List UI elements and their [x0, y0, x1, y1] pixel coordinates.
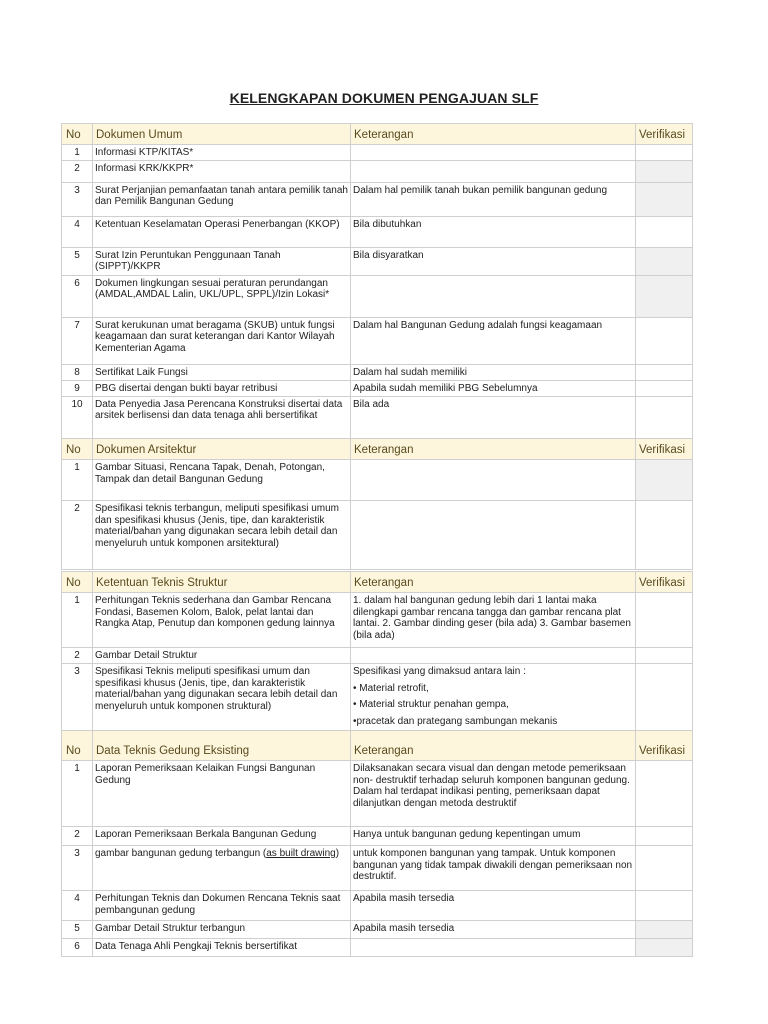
- row-verif[interactable]: [636, 396, 693, 438]
- row-doc: PBG disertai dengan bukti bayar retribusi: [93, 380, 351, 396]
- row-ket: Bila dibutuhkan: [351, 216, 636, 247]
- row-no: 3: [62, 182, 93, 216]
- table-row: [62, 846, 693, 891]
- page-title: KELENGKAPAN DOKUMEN PENGAJUAN SLF: [229, 90, 539, 106]
- bullet-item: • Material retrofit,: [353, 682, 429, 694]
- row-ket: Dalam hal pemilik tanah bukan pemilik bangunan gedung: [351, 182, 636, 216]
- row-doc: Spesifikasi teknis terbangun, meliputi spesifikasi umum dan spesifikasi khusus (Jenis, tipe, dan karakteristik material/bahan yang digunakan secara lebih detail dan menyeluruh untuk komponen arsitektural): [93, 501, 351, 570]
- header-verif: Verifikasi: [636, 439, 693, 460]
- table-row: [62, 921, 693, 939]
- table-header: [62, 124, 693, 145]
- row-doc: Surat kerukunan umat beragama (SKUB) untuk fungsi keagamaan dan surat keterangan dari Kantor Wilayah Kementerian Agama: [93, 317, 351, 364]
- row-verif[interactable]: [636, 664, 693, 732]
- row-verif[interactable]: [636, 380, 693, 396]
- row-no: 2: [62, 501, 93, 570]
- row-ket: Apabila masih tersedia: [351, 891, 636, 921]
- row-doc: Laporan Pemeriksaan Kelaikan Fungsi Bangunan Gedung: [93, 761, 351, 827]
- row-no: 2: [62, 160, 93, 182]
- row-doc-text: gambar bangunan gedung terbangun (: [95, 848, 267, 859]
- row-verif[interactable]: [636, 593, 693, 648]
- row-doc: Perhitungan Teknis dan Dokumen Rencana Teknis saat pembangunan gedung: [93, 891, 351, 921]
- table-header: [62, 439, 693, 460]
- header-ket: Keterangan: [351, 572, 636, 593]
- table-row: [62, 761, 693, 827]
- table-header: [62, 572, 693, 593]
- header-doc: Data Teknis Gedung Eksisting: [93, 731, 351, 761]
- row-doc: Sertifikat Laik Fungsi: [93, 364, 351, 380]
- table-row: [62, 247, 693, 275]
- row-doc: Gambar Detail Struktur terbangun: [93, 921, 351, 939]
- header-ket: Keterangan: [351, 731, 636, 761]
- table-row: [62, 145, 693, 161]
- row-verif[interactable]: [636, 846, 693, 891]
- row-doc: Surat Izin Peruntukan Penggunaan Tanah (SIPPT)/KKPR: [93, 247, 351, 275]
- row-ket: [351, 939, 636, 957]
- table-row: [62, 317, 693, 364]
- row-ket: [351, 275, 636, 317]
- row-ket: Dalam hal Bangunan Gedung adalah fungsi keagamaan: [351, 317, 636, 364]
- header-no: No: [62, 731, 93, 761]
- row-verif[interactable]: [636, 921, 693, 939]
- row-ket: Apabila masih tersedia: [351, 921, 636, 939]
- row-doc: Laporan Pemeriksaan Berkala Bangunan Gedung: [93, 827, 351, 846]
- row-no: 5: [62, 247, 93, 275]
- row-ket: [351, 501, 636, 570]
- table-row: [62, 593, 693, 648]
- row-no: 6: [62, 939, 93, 957]
- row-verif[interactable]: [636, 939, 693, 957]
- row-ket: [351, 160, 636, 182]
- row-verif[interactable]: [636, 827, 693, 846]
- table-row: [62, 364, 693, 380]
- row-verif[interactable]: [636, 648, 693, 664]
- row-ket: Bila ada: [351, 396, 636, 438]
- row-ket: Bila disyaratkan: [351, 247, 636, 275]
- row-no: 4: [62, 216, 93, 247]
- row-no: 2: [62, 648, 93, 664]
- row-no: 1: [62, 593, 93, 648]
- bullet-item: •pracetak dan prategang sambungan mekanis: [353, 715, 558, 727]
- table-row: [62, 939, 693, 957]
- row-no: 10: [62, 396, 93, 438]
- table-data-teknis-gedung-eksisting: [61, 730, 693, 957]
- row-ket: untuk komponen bangunan yang tampak. Untuk komponen bangunan yang tidak tampak diwakili dengan pemeriksaan non destruktif.: [351, 846, 636, 891]
- row-doc: Data Penyedia Jasa Perencana Konstruksi disertai data arsitek berlisensi dan data tenaga ahli bersertifikat: [93, 396, 351, 438]
- row-doc: Surat Perjanjian pemanfaatan tanah antara pemilik tanah dan Pemilik Bangunan Gedung: [93, 182, 351, 216]
- table-dokumen-umum: [61, 123, 693, 439]
- row-ket: 1. dalam hal bangunan gedung lebih dari 1 lantai maka dilengkapi gambar rencana tangga dan gambar rencana plat lantai. 2. Gambar dinding geser (bila ada) 3. Gambar basemen (bila ada): [351, 593, 636, 648]
- row-no: 7: [62, 317, 93, 364]
- bullet-item: • Material struktur penahan gempa,: [353, 699, 509, 710]
- row-verif[interactable]: [636, 275, 693, 317]
- row-ket: [351, 648, 636, 664]
- row-ket: [351, 460, 636, 501]
- table-row: [62, 160, 693, 182]
- row-verif[interactable]: [636, 761, 693, 827]
- header-verif: Verifikasi: [636, 731, 693, 761]
- header-no: No: [62, 572, 93, 593]
- row-doc-text-after: ): [335, 848, 340, 859]
- table-header: [62, 731, 693, 761]
- row-doc: Data Tenaga Ahli Pengkaji Teknis bersertifikat: [93, 939, 351, 957]
- row-ket: Hanya untuk bangunan gedung kepentingan umum: [351, 827, 636, 846]
- row-doc: Gambar Detail Struktur: [93, 648, 351, 664]
- table-dokumen-arsitektur: [61, 438, 693, 570]
- table-row: [62, 827, 693, 846]
- table-row: [62, 216, 693, 247]
- row-verif[interactable]: [636, 160, 693, 182]
- row-verif[interactable]: [636, 317, 693, 364]
- row-ket: Dalam hal sudah memiliki: [351, 364, 636, 380]
- row-doc: Informasi KTP/KITAS*: [93, 145, 351, 161]
- row-doc: Gambar Situasi, Rencana Tapak, Denah, Potongan, Tampak dan detail Bangunan Gedung: [93, 460, 351, 501]
- row-verif[interactable]: [636, 145, 693, 161]
- row-verif[interactable]: [636, 460, 693, 501]
- row-no: 3: [62, 846, 93, 891]
- row-no: 2: [62, 827, 93, 846]
- header-doc: Ketentuan Teknis Struktur: [93, 572, 351, 593]
- table-row: [62, 891, 693, 921]
- row-verif[interactable]: [636, 501, 693, 570]
- row-ket: [351, 664, 636, 732]
- table-ketentuan-teknis-struktur: [61, 571, 693, 732]
- row-no: 1: [62, 761, 93, 827]
- ket-intro: Spesifikasi yang dimaksud antara lain :: [353, 666, 526, 677]
- row-doc: Perhitungan Teknis sederhana dan Gambar Rencana Fondasi, Basemen Kolom, Balok, pelat lantai dan Rangka Atap, Penutup dan komponen gedung lainnya: [93, 593, 351, 648]
- as-built-drawing-link[interactable]: as built drawing: [266, 848, 336, 859]
- table-row: [62, 648, 693, 664]
- header-verif: Verifikasi: [636, 572, 693, 593]
- table-row: [62, 275, 693, 317]
- row-ket: Apabila sudah memiliki PBG Sebelumnya: [351, 380, 636, 396]
- row-doc: Ketentuan Keselamatan Operasi Penerbangan (KKOP): [93, 216, 351, 247]
- row-verif[interactable]: [636, 891, 693, 921]
- header-doc: Dokumen Umum: [93, 124, 351, 145]
- row-verif[interactable]: [636, 247, 693, 275]
- header-no: No: [62, 124, 93, 145]
- table-row: [62, 380, 693, 396]
- row-verif[interactable]: [636, 182, 693, 216]
- row-verif[interactable]: [636, 216, 693, 247]
- row-doc: Spesifikasi Teknis meliputi spesifikasi umum dan spesifikasi khusus (Jenis, tipe, dan karakteristik material/bahan yang digunakan secara lebih detail dan menyeluruh untuk komponen struktural): [93, 664, 351, 732]
- row-no: 1: [62, 145, 93, 161]
- row-no: 5: [62, 921, 93, 939]
- header-ket: Keterangan: [351, 439, 636, 460]
- row-no: 4: [62, 891, 93, 921]
- table-row: [62, 501, 693, 570]
- row-doc: Dokumen lingkungan sesuai peraturan perundangan (AMDAL,AMDAL Lalin, UKL/UPL, SPPL)/Izin Lokasi*: [93, 275, 351, 317]
- table-row: [62, 396, 693, 438]
- row-no: 6: [62, 275, 93, 317]
- row-doc: Informasi KRK/KKPR*: [93, 160, 351, 182]
- table-row: [62, 664, 693, 732]
- row-no: 3: [62, 664, 93, 732]
- row-no: 1: [62, 460, 93, 501]
- header-ket: Keterangan: [351, 124, 636, 145]
- header-no: No: [62, 439, 93, 460]
- row-verif[interactable]: [636, 364, 693, 380]
- table-row: [62, 182, 693, 216]
- header-doc: Dokumen Arsitektur: [93, 439, 351, 460]
- row-doc: [93, 846, 351, 891]
- row-no: 9: [62, 380, 93, 396]
- header-verif: Verifikasi: [636, 124, 693, 145]
- table-row: [62, 460, 693, 501]
- row-no: 8: [62, 364, 93, 380]
- row-ket: Dilaksanakan secara visual dan dengan metode pemeriksaan non- destruktif terhadap seluruh komponen bangunan gedung. Dalam hal terdapat indikasi penting, pemeriksaan dapat dilanjutkan dengan metoda destruktif: [351, 761, 636, 827]
- row-ket: [351, 145, 636, 161]
